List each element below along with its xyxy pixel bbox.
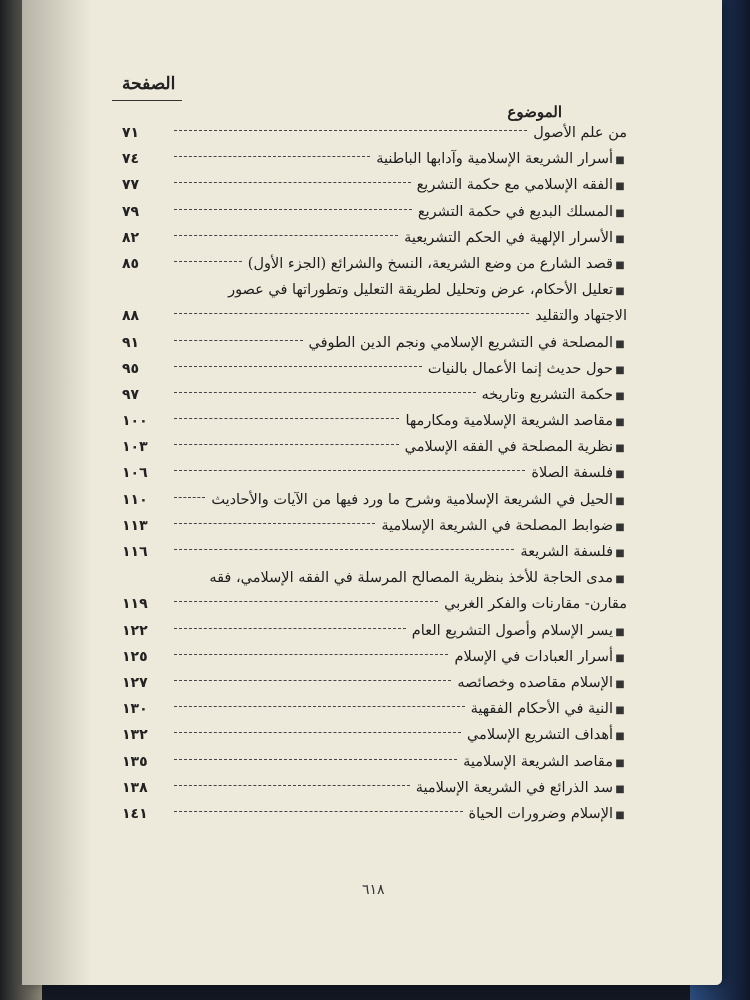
toc-row: [122, 177, 627, 203]
toc-line: [174, 649, 627, 665]
toc-row: [122, 727, 627, 753]
toc-row: [122, 649, 627, 675]
bullet-icon: ■: [615, 469, 625, 481]
toc-entry-title: ضوابط المصلحة في الشريعة الإسلامية: [381, 517, 613, 534]
bullet-icon: ■: [615, 207, 625, 219]
leader-dashes: [174, 235, 398, 236]
bullet-icon: ■: [615, 574, 625, 586]
toc-row: [122, 282, 627, 308]
toc-page-number: ٧٩: [122, 203, 140, 220]
toc-row: [122, 596, 627, 622]
toc-line: [174, 308, 627, 324]
toc-line: [174, 754, 627, 770]
toc-entry-title: حول حديث إنما الأعمال بالنيات: [427, 360, 613, 377]
leader-dashes: [174, 706, 465, 707]
toc-page-number: ١١٠: [122, 491, 148, 508]
toc-row: [122, 308, 627, 334]
toc-entry-title: تعليل الأحكام، عرض وتحليل لطريقة التعليل وتطوراتها في عصور: [228, 282, 613, 299]
toc-row: [122, 623, 627, 649]
toc-line: [174, 282, 627, 298]
toc-entry-title: حكمة التشريع وتاريخه: [481, 386, 613, 403]
bullet-icon: ■: [615, 731, 625, 743]
toc-line: [174, 465, 627, 481]
toc-row: [122, 125, 627, 151]
toc-page-number: ١٢٢: [122, 622, 148, 639]
toc-page-number: ١٤١: [122, 805, 148, 822]
leader-dashes: [174, 444, 399, 445]
toc-entry-title: المسلك البديع في حكمة التشريع: [417, 203, 613, 220]
toc-row: [122, 544, 627, 570]
toc-entry-title: النية في الأحكام الفقهية: [470, 701, 613, 718]
leader-dashes: [174, 785, 410, 786]
toc-row: [122, 256, 627, 282]
toc-entry-title: المصلحة في التشريع الإسلامي ونجم الدين الطوفي: [308, 334, 613, 351]
table-of-contents: [122, 125, 627, 832]
toc-line: [174, 492, 627, 508]
toc-entry-title: سد الذرائع في الشريعة الإسلامية: [415, 779, 613, 796]
leader-dashes: [174, 628, 406, 629]
toc-line: [174, 780, 627, 796]
toc-line: [174, 413, 627, 429]
bullet-icon: ■: [615, 495, 625, 507]
toc-line: [174, 256, 627, 272]
leader-dashes: [174, 654, 448, 655]
toc-row: [122, 361, 627, 387]
toc-row: [122, 754, 627, 780]
bullet-icon: ■: [615, 155, 625, 167]
toc-entry-title: الفقه الإسلامي مع حكمة التشريع: [416, 177, 613, 194]
toc-page-number: ٩١: [122, 334, 140, 351]
toc-row: [122, 204, 627, 230]
leader-dashes: [174, 392, 476, 393]
toc-page-number: ٩٥: [122, 360, 140, 377]
toc-page-number: ٩٧: [122, 386, 140, 403]
toc-line: [174, 727, 627, 743]
leader-dashes: [174, 418, 399, 419]
toc-page-number: ٧٤: [122, 151, 140, 168]
toc-page-number: ١٠٦: [122, 465, 148, 482]
toc-page-number: ١٣٢: [122, 727, 148, 744]
toc-row: [122, 780, 627, 806]
toc-entry-title: فلسفة الصلاة: [531, 465, 613, 482]
page-column-header: الصفحة: [122, 74, 176, 94]
leader-dashes: [174, 601, 438, 602]
bullet-icon: ■: [615, 338, 625, 350]
toc-row: [122, 335, 627, 361]
toc-page-number: ٨٥: [122, 255, 140, 272]
toc-entry-title: من علم الأصول: [533, 125, 627, 141]
leader-dashes: [174, 261, 242, 262]
bullet-icon: ■: [615, 286, 625, 298]
leader-dashes: [174, 523, 375, 524]
toc-page-number: ١٣٥: [122, 753, 148, 770]
toc-line: [174, 125, 627, 141]
toc-page-number: ١٢٥: [122, 648, 148, 665]
toc-page-number: ١١٩: [122, 596, 148, 613]
toc-line: [174, 544, 627, 560]
bullet-icon: ■: [615, 626, 625, 638]
leader-dashes: [174, 549, 514, 550]
leader-dashes: [174, 156, 370, 157]
toc-entry-title: الاجتهاد والتقليد: [535, 308, 627, 325]
toc-page-number: ٧١: [122, 125, 140, 141]
toc-line: [174, 675, 627, 691]
bullet-icon: ■: [615, 443, 625, 455]
toc-page-number: ١١٦: [122, 544, 148, 560]
toc-line: [174, 596, 627, 612]
bullet-icon: ■: [615, 181, 625, 193]
toc-line: [174, 204, 627, 220]
toc-entry-title: نظرية المصلحة في الفقه الإسلامي: [404, 439, 613, 456]
toc-row: [122, 439, 627, 465]
bullet-icon: ■: [615, 521, 625, 533]
toc-entry-title: أهداف التشريع الإسلامي: [466, 727, 613, 744]
toc-entry-title: فلسفة الشريعة: [520, 544, 613, 560]
bullet-icon: ■: [615, 259, 625, 271]
toc-page-number: ٨٨: [122, 308, 140, 325]
leader-dashes: [174, 759, 457, 760]
leader-dashes: [174, 732, 461, 733]
toc-entry-title: مقارن- مقارنات والفكر الغربي: [444, 596, 627, 613]
bullet-icon: ■: [615, 233, 625, 245]
bullet-icon: ■: [615, 652, 625, 664]
leader-dashes: [174, 470, 525, 471]
toc-page-number: ١٠٠: [122, 413, 148, 430]
bullet-icon: ■: [615, 783, 625, 795]
toc-row: [122, 701, 627, 727]
leader-dashes: [174, 182, 411, 183]
toc-line: [174, 151, 627, 167]
leader-dashes: [174, 340, 303, 341]
toc-entry-title: مقاصد الشريعة الإسلامية ومكارمها: [405, 413, 613, 430]
toc-row: [122, 518, 627, 544]
toc-row: [122, 570, 627, 596]
toc-line: [174, 361, 627, 377]
toc-line: [174, 387, 627, 403]
leader-dashes: [174, 209, 412, 210]
toc-entry-title: الإسلام مقاصده وخصائصه: [457, 674, 613, 691]
toc-row: [122, 675, 627, 701]
toc-page-number: ١٠٣: [122, 439, 148, 456]
toc-page-number: ٨٢: [122, 229, 140, 246]
toc-line: [174, 335, 627, 351]
toc-page-number: ١٣٠: [122, 701, 148, 718]
toc-row: [122, 387, 627, 413]
toc-line: [174, 439, 627, 455]
toc-entry-title: أسرار الشريعة الإسلامية وآدابها الباطنية: [376, 151, 613, 168]
bullet-icon: ■: [615, 757, 625, 769]
bullet-icon: ■: [615, 809, 625, 821]
leader-dashes: [174, 680, 451, 681]
toc-row: [122, 151, 627, 177]
toc-page-number: ١٣٨: [122, 779, 148, 796]
toc-line: [174, 806, 627, 822]
bullet-icon: ■: [615, 548, 625, 559]
toc-row: [122, 806, 627, 832]
bullet-icon: ■: [615, 390, 625, 402]
topic-column-header: الموضوع: [507, 103, 562, 121]
toc-entry-title: مقاصد الشريعة الإسلامية: [463, 753, 613, 770]
toc-entry-title: الأسرار الإلهية في الحكم التشريعية: [404, 229, 613, 246]
toc-page-number: ٧٧: [122, 177, 140, 194]
toc-entry-title: يسر الإسلام وأصول التشريع العام: [411, 622, 613, 639]
toc-line: [174, 177, 627, 193]
toc-row: [122, 230, 627, 256]
bullet-icon: ■: [615, 417, 625, 429]
toc-entry-title: الإسلام وضرورات الحياة: [468, 805, 613, 822]
page-number: ٦١٨: [362, 882, 385, 898]
toc-entry-title: الحيل في الشريعة الإسلامية وشرح ما ورد فيها من الآيات والأحاديث: [211, 491, 613, 508]
toc-row: [122, 465, 627, 491]
toc-entry-title: أسرار العبادات في الإسلام: [454, 648, 613, 665]
toc-page-number: ١٢٧: [122, 674, 148, 691]
toc-line: [174, 623, 627, 639]
book-page: [22, 0, 722, 985]
page-gutter-shade: [22, 0, 92, 985]
toc-entry-title: قصد الشارع من وضع الشريعة، النسخ والشرائع (الجزء الأول): [247, 255, 613, 272]
toc-line: [174, 701, 627, 717]
toc-line: [174, 518, 627, 534]
toc-page-number: ١١٣: [122, 517, 148, 534]
bullet-icon: ■: [615, 364, 625, 376]
leader-dashes: [174, 497, 205, 498]
bullet-icon: ■: [615, 705, 625, 717]
toc-entry-title: مدى الحاجة للأخذ بنظرية المصالح المرسلة في الفقه الإسلامي، فقه: [209, 570, 613, 587]
toc-row: [122, 413, 627, 439]
leader-dashes: [174, 811, 463, 812]
toc-line: [174, 230, 627, 246]
leader-dashes: [174, 313, 529, 314]
leader-dashes: [174, 366, 422, 367]
header-underline: [112, 100, 182, 101]
toc-line: [174, 570, 627, 586]
bullet-icon: ■: [615, 678, 625, 690]
toc-row: [122, 492, 627, 518]
leader-dashes: [174, 130, 527, 131]
